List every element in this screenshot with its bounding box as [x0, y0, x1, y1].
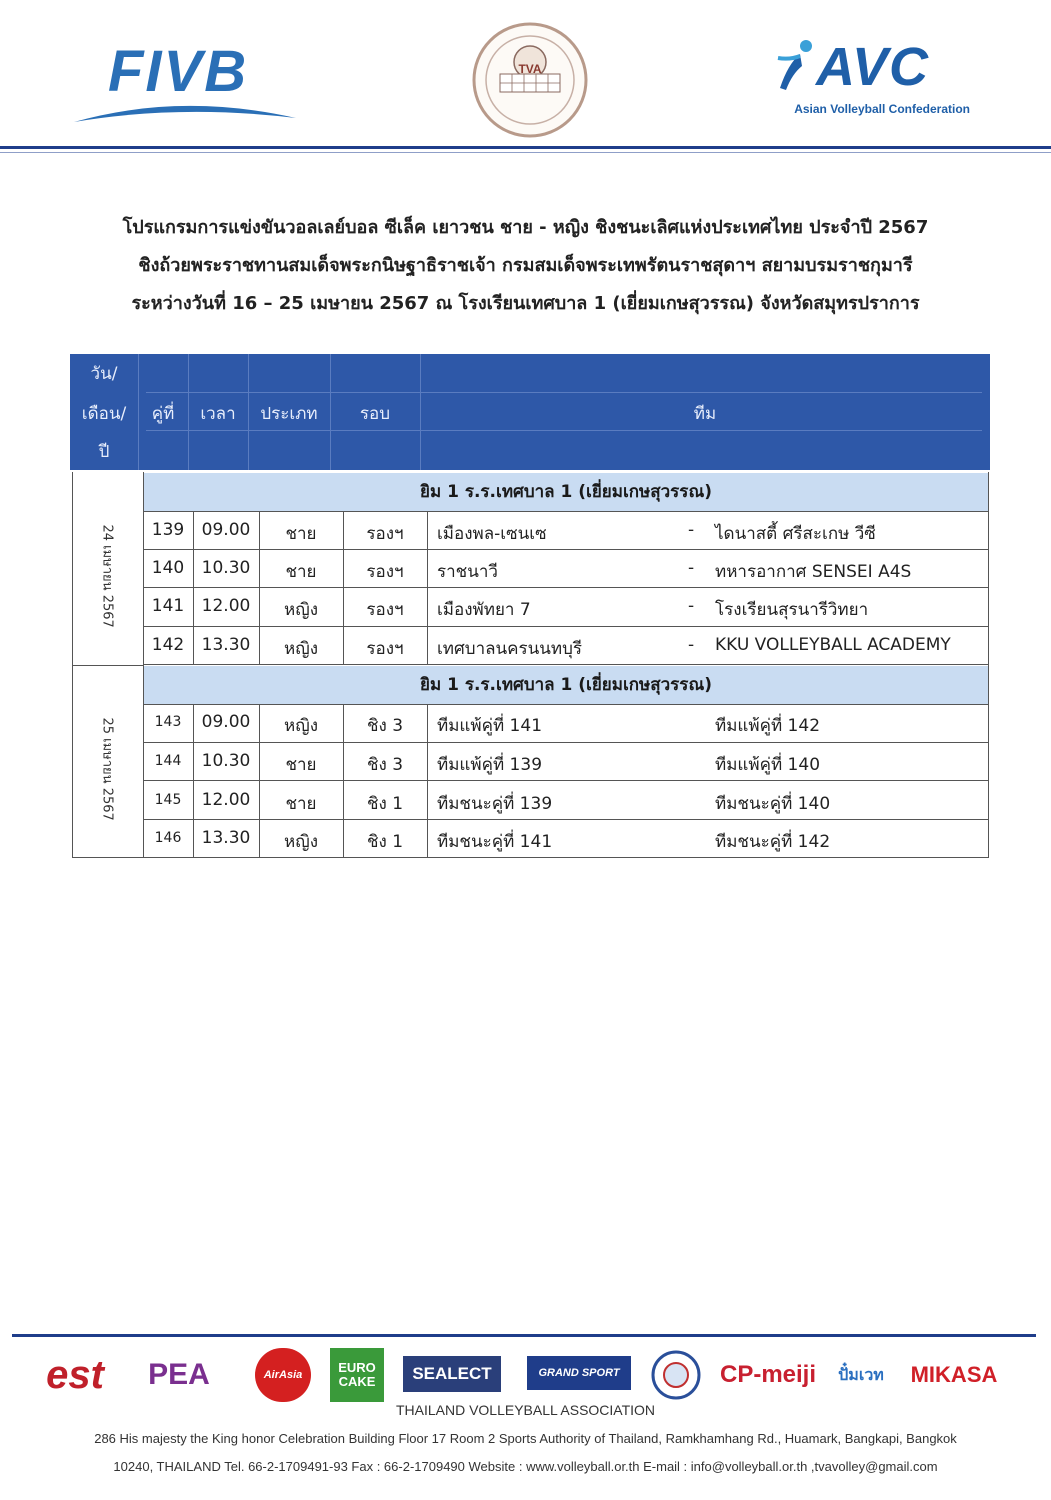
team-b: ทีมชนะคู่ที่ 142 — [715, 832, 831, 852]
day-date: 25 เมษายน 2567 — [99, 717, 115, 821]
match-no: 145 — [154, 792, 182, 808]
tva-logo-text: TVA — [518, 62, 542, 76]
team-a: เมืองพล-เซนเซ — [437, 524, 547, 544]
team-a: เมืองพัทยา 7 — [437, 600, 531, 620]
match-no: 140 — [151, 558, 185, 578]
match-time: 13.30 — [201, 635, 251, 655]
header-rule-thick — [0, 146, 1051, 149]
header-time: เวลา — [200, 404, 236, 424]
team-b: ทีมแพ้คู่ที่ 140 — [715, 755, 821, 775]
match-type: หญิง — [284, 639, 318, 659]
match-type: หญิง — [284, 716, 318, 736]
header-date-line1: วัน/ — [90, 364, 118, 384]
header-date-line2: เดือน/ — [81, 404, 127, 424]
sponsor-logo-sealect: SEALECT — [403, 1356, 501, 1392]
title-line-1: โปรแกรมการแข่งขันวอลเลย์บอล ซีเล็ค เยาวชน ชาย - หญิง ชิงชนะเลิศแห่งประเทศไทย ประจำปี 2567 — [122, 217, 929, 238]
sponsor-logo-est: est — [46, 1352, 104, 1397]
match-no: 146 — [154, 830, 182, 846]
header-team: ทีม — [693, 404, 717, 424]
title-line-3: ระหว่างวันที่ 16 – 25 เมษายน 2567 ณ โรงเรียนเทศบาล 1 (เยี่ยมเกษสุวรรณ) จังหวัดสมุทรปราการ — [131, 293, 920, 314]
header-round: รอบ — [359, 404, 391, 424]
sponsor-logo-mikasa: MIKASA — [910, 1362, 998, 1387]
header-type: ประเภท — [260, 404, 318, 424]
fivb-logo-text: FIVB — [108, 39, 249, 104]
match-type: ชาย — [285, 794, 317, 814]
team-a: เทศบาลนครนนทบุรี — [437, 639, 583, 659]
venue-bar: ยิม 1 ร.ร.เทศบาล 1 (เยี่ยมเกษสุวรรณ) — [144, 473, 988, 511]
tva-logo — [472, 22, 588, 138]
match-time: 13.30 — [201, 828, 251, 848]
team-separator: - — [688, 596, 695, 616]
avc-logo-text: AVC — [816, 37, 930, 97]
match-time: 09.00 — [201, 520, 251, 540]
sponsor-logo-airasia: AirAsia — [255, 1348, 311, 1402]
match-no: 142 — [151, 635, 185, 655]
sponsor-logo-eurocake: EURO CAKE — [330, 1348, 384, 1402]
sponsor-logo-grandsport: GRAND SPORT — [527, 1356, 631, 1390]
match-no: 144 — [154, 753, 182, 769]
sponsor-logo-emblem — [650, 1348, 702, 1402]
thai-emblem-icon — [651, 1350, 701, 1400]
volleyball-player-icon — [770, 38, 818, 98]
team-separator: - — [688, 635, 695, 655]
match-type: ชาย — [285, 524, 317, 544]
match-round: ชิง 1 — [366, 832, 404, 852]
team-a: ราชนาวี — [437, 562, 498, 582]
match-time: 12.00 — [201, 790, 251, 810]
team-a: ทีมแพ้คู่ที่ 139 — [437, 755, 543, 775]
tva-emblem-icon — [472, 22, 588, 138]
match-round: รองฯ — [366, 562, 404, 582]
footer-address-line2: 10240, THAILAND Tel. 66-2-1709491-93 Fax : 66-2-1709490 Website : www.volleyball.or.th E-mail : info@volleyball.or.th ,tvavolley@gmail.com — [113, 1459, 938, 1474]
match-time: 10.30 — [201, 558, 251, 578]
day-date: 24 เมษายน 2567 — [99, 524, 115, 628]
footer-rule — [12, 1334, 1036, 1337]
header-date-line3: ปี — [98, 442, 110, 462]
sponsor-logo-cpmeiji: CP-meiji — [719, 1361, 817, 1388]
match-time: 10.30 — [201, 751, 251, 771]
match-round: รองฯ — [366, 639, 404, 659]
title-line-2: ชิงถ้วยพระราชทานสมเด็จพระกนิษฐาธิราชเจ้า กรมสมเด็จพระเทพรัตนราชสุดาฯ สยามบรมราชกุมารี — [138, 255, 913, 276]
footer-address-line1: 286 His majesty the King honor Celebration Building Floor 17 Room 2 Sports Authority of Thailand, Ramkhamhang Rd., Huamark, Bangkapi, Bangkok — [94, 1431, 957, 1446]
team-b: ทีมชนะคู่ที่ 140 — [715, 794, 831, 814]
match-type: ชาย — [285, 755, 317, 775]
team-b: ทหารอากาศ SENSEI A4S — [715, 562, 912, 582]
match-round: ชิง 3 — [366, 755, 404, 775]
match-time: 09.00 — [201, 712, 251, 732]
match-round: รองฯ — [366, 600, 404, 620]
avc-subtitle: Asian Volleyball Confederation — [794, 102, 970, 116]
team-a: ทีมชนะคู่ที่ 139 — [437, 794, 553, 814]
match-type: ชาย — [285, 562, 317, 582]
team-separator: - — [688, 558, 695, 578]
match-type: หญิง — [284, 600, 318, 620]
match-type: หญิง — [284, 832, 318, 852]
match-no: 141 — [151, 596, 185, 616]
match-time: 12.00 — [201, 596, 251, 616]
avc-logo — [770, 36, 970, 126]
venue-bar: ยิม 1 ร.ร.เทศบาล 1 (เยี่ยมเกษสุวรรณ) — [144, 666, 988, 704]
match-no: 143 — [154, 714, 182, 730]
sponsor-logo-pumpwave: ปั๋มเวท — [838, 1366, 884, 1384]
sponsor-logo-pea: PEA — [148, 1358, 210, 1391]
match-no: 139 — [151, 520, 185, 540]
table-header — [70, 354, 990, 470]
team-b: ไดนาสตี้ ศรีสะเกษ วีซี — [715, 524, 876, 544]
fivb-logo — [70, 38, 300, 128]
match-round: ชิง 3 — [366, 716, 404, 736]
header-match-no: คู่ที่ — [151, 404, 175, 424]
team-b: KKU VOLLEYBALL ACADEMY — [715, 635, 951, 655]
fivb-swoosh-icon — [70, 96, 300, 126]
header-rule-thin — [0, 152, 1051, 153]
footer-association: THAILAND VOLLEYBALL ASSOCIATION — [395, 1402, 656, 1418]
team-a: ทีมแพ้คู่ที่ 141 — [437, 716, 543, 736]
team-b: โรงเรียนสุรนารีวิทยา — [715, 600, 869, 620]
match-round: ชิง 1 — [366, 794, 404, 814]
team-separator: - — [688, 520, 695, 540]
team-a: ทีมชนะคู่ที่ 141 — [437, 832, 553, 852]
match-round: รองฯ — [366, 524, 404, 544]
team-b: ทีมแพ้คู่ที่ 142 — [715, 716, 821, 736]
